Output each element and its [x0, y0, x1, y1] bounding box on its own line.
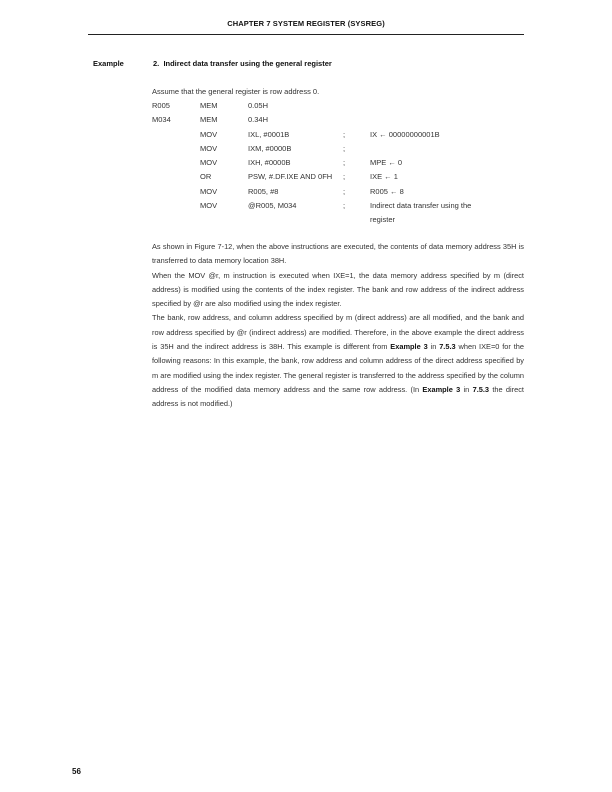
code-comment: Indirect data transfer using the — [370, 201, 472, 211]
code-listing — [152, 101, 532, 230]
code-semicolon: ; — [343, 143, 346, 153]
code-mnemonic: OR — [200, 172, 212, 182]
explanation-text — [152, 240, 524, 412]
code-mnemonic: MEM — [200, 101, 218, 110]
bold-reference: Example 3 — [390, 342, 428, 352]
paragraph-3-text: in — [460, 384, 473, 394]
code-label: R005 — [152, 101, 170, 110]
code-mnemonic: MOV — [200, 186, 218, 196]
code-operand: @R005, M034 — [248, 201, 297, 211]
code-operand: IXM, #0000B — [248, 143, 292, 153]
code-operand: 0.34H — [248, 115, 269, 125]
example-label: Example — [93, 59, 124, 68]
paragraph-3 — [152, 311, 524, 411]
bold-reference: Example 3 — [422, 384, 461, 394]
code-mnemonic: MEM — [200, 115, 218, 125]
code-line — [152, 130, 532, 144]
code-mnemonic: MOV — [200, 158, 218, 168]
code-operand: PSW, #.DF.IXE AND 0FH — [248, 172, 333, 182]
code-semicolon: ; — [343, 186, 346, 196]
paragraph-3-text: the direct address is not modified.) — [152, 384, 524, 409]
code-operand: R005, #8 — [248, 186, 279, 196]
example-heading — [93, 59, 332, 68]
code-semicolon: ; — [343, 129, 346, 139]
example-number: 2. — [153, 59, 160, 68]
code-comment: MPE ← 0 — [370, 158, 403, 168]
paragraph-3-text: The bank, row address, and column address specified by m (direct address) are all modified, and the bank and row address specified by @r (indirect address) are modified. Therefore, in the above example the direct address is 35H and the indirect address is 38H. This example is different from — [152, 313, 524, 352]
paragraph-3-text: when IXE=0 for the following reasons: In this example, the bank, row address and column address of the direct address specified by m are modified using the index register. The general register is transferred to the address specified by the column address of the modified data memory address and the same row address. (In — [152, 342, 525, 394]
code-mnemonic: MOV — [200, 129, 218, 139]
code-mnemonic: MOV — [200, 143, 218, 153]
paragraph-3-text: in — [427, 342, 440, 352]
code-line — [152, 144, 532, 158]
code-operand: 0.05H — [248, 101, 269, 110]
code-semicolon: ; — [343, 201, 346, 211]
code-comment: IXE ← 1 — [370, 172, 398, 182]
header-rule — [88, 34, 524, 35]
chapter-header: CHAPTER 7 SYSTEM REGISTER (SYSREG) — [227, 19, 385, 28]
code-line — [152, 201, 532, 215]
code-line — [152, 187, 532, 201]
code-mnemonic: MOV — [200, 201, 218, 211]
code-semicolon: ; — [343, 172, 346, 182]
code-semicolon: ; — [343, 158, 346, 168]
paragraph-2: When the MOV @r, m instruction is executed when IXE=1, the data memory address specified by m (direct address) is modified using the contents of the index register. The bank and row address of the indirect address specified by @r are also modified using the index register. — [152, 270, 524, 309]
code-line — [152, 101, 532, 115]
code-comment: R005 ← 8 — [370, 186, 404, 196]
code-comment: register — [370, 215, 396, 225]
code-line — [152, 115, 532, 129]
paragraph-1: As shown in Figure 7-12, when the above instructions are executed, the contents of data memory address 35H is transferred to data memory location 38H. — [152, 242, 524, 266]
code-line — [152, 158, 532, 172]
code-line — [152, 172, 532, 186]
code-operand: IXH, #0000B — [248, 158, 291, 168]
intro-text: Assume that the general register is row address 0. — [152, 87, 320, 96]
page-number: 56 — [72, 767, 81, 776]
code-operand: IXL, #0001B — [248, 129, 290, 139]
bold-reference: 7.5.3 — [439, 342, 456, 352]
example-title: Indirect data transfer using the general register — [163, 59, 332, 68]
code-line — [152, 215, 532, 229]
code-comment: IX ← 00000000001B — [370, 129, 440, 139]
bold-reference: 7.5.3 — [472, 384, 490, 394]
code-label: M034 — [152, 115, 171, 125]
